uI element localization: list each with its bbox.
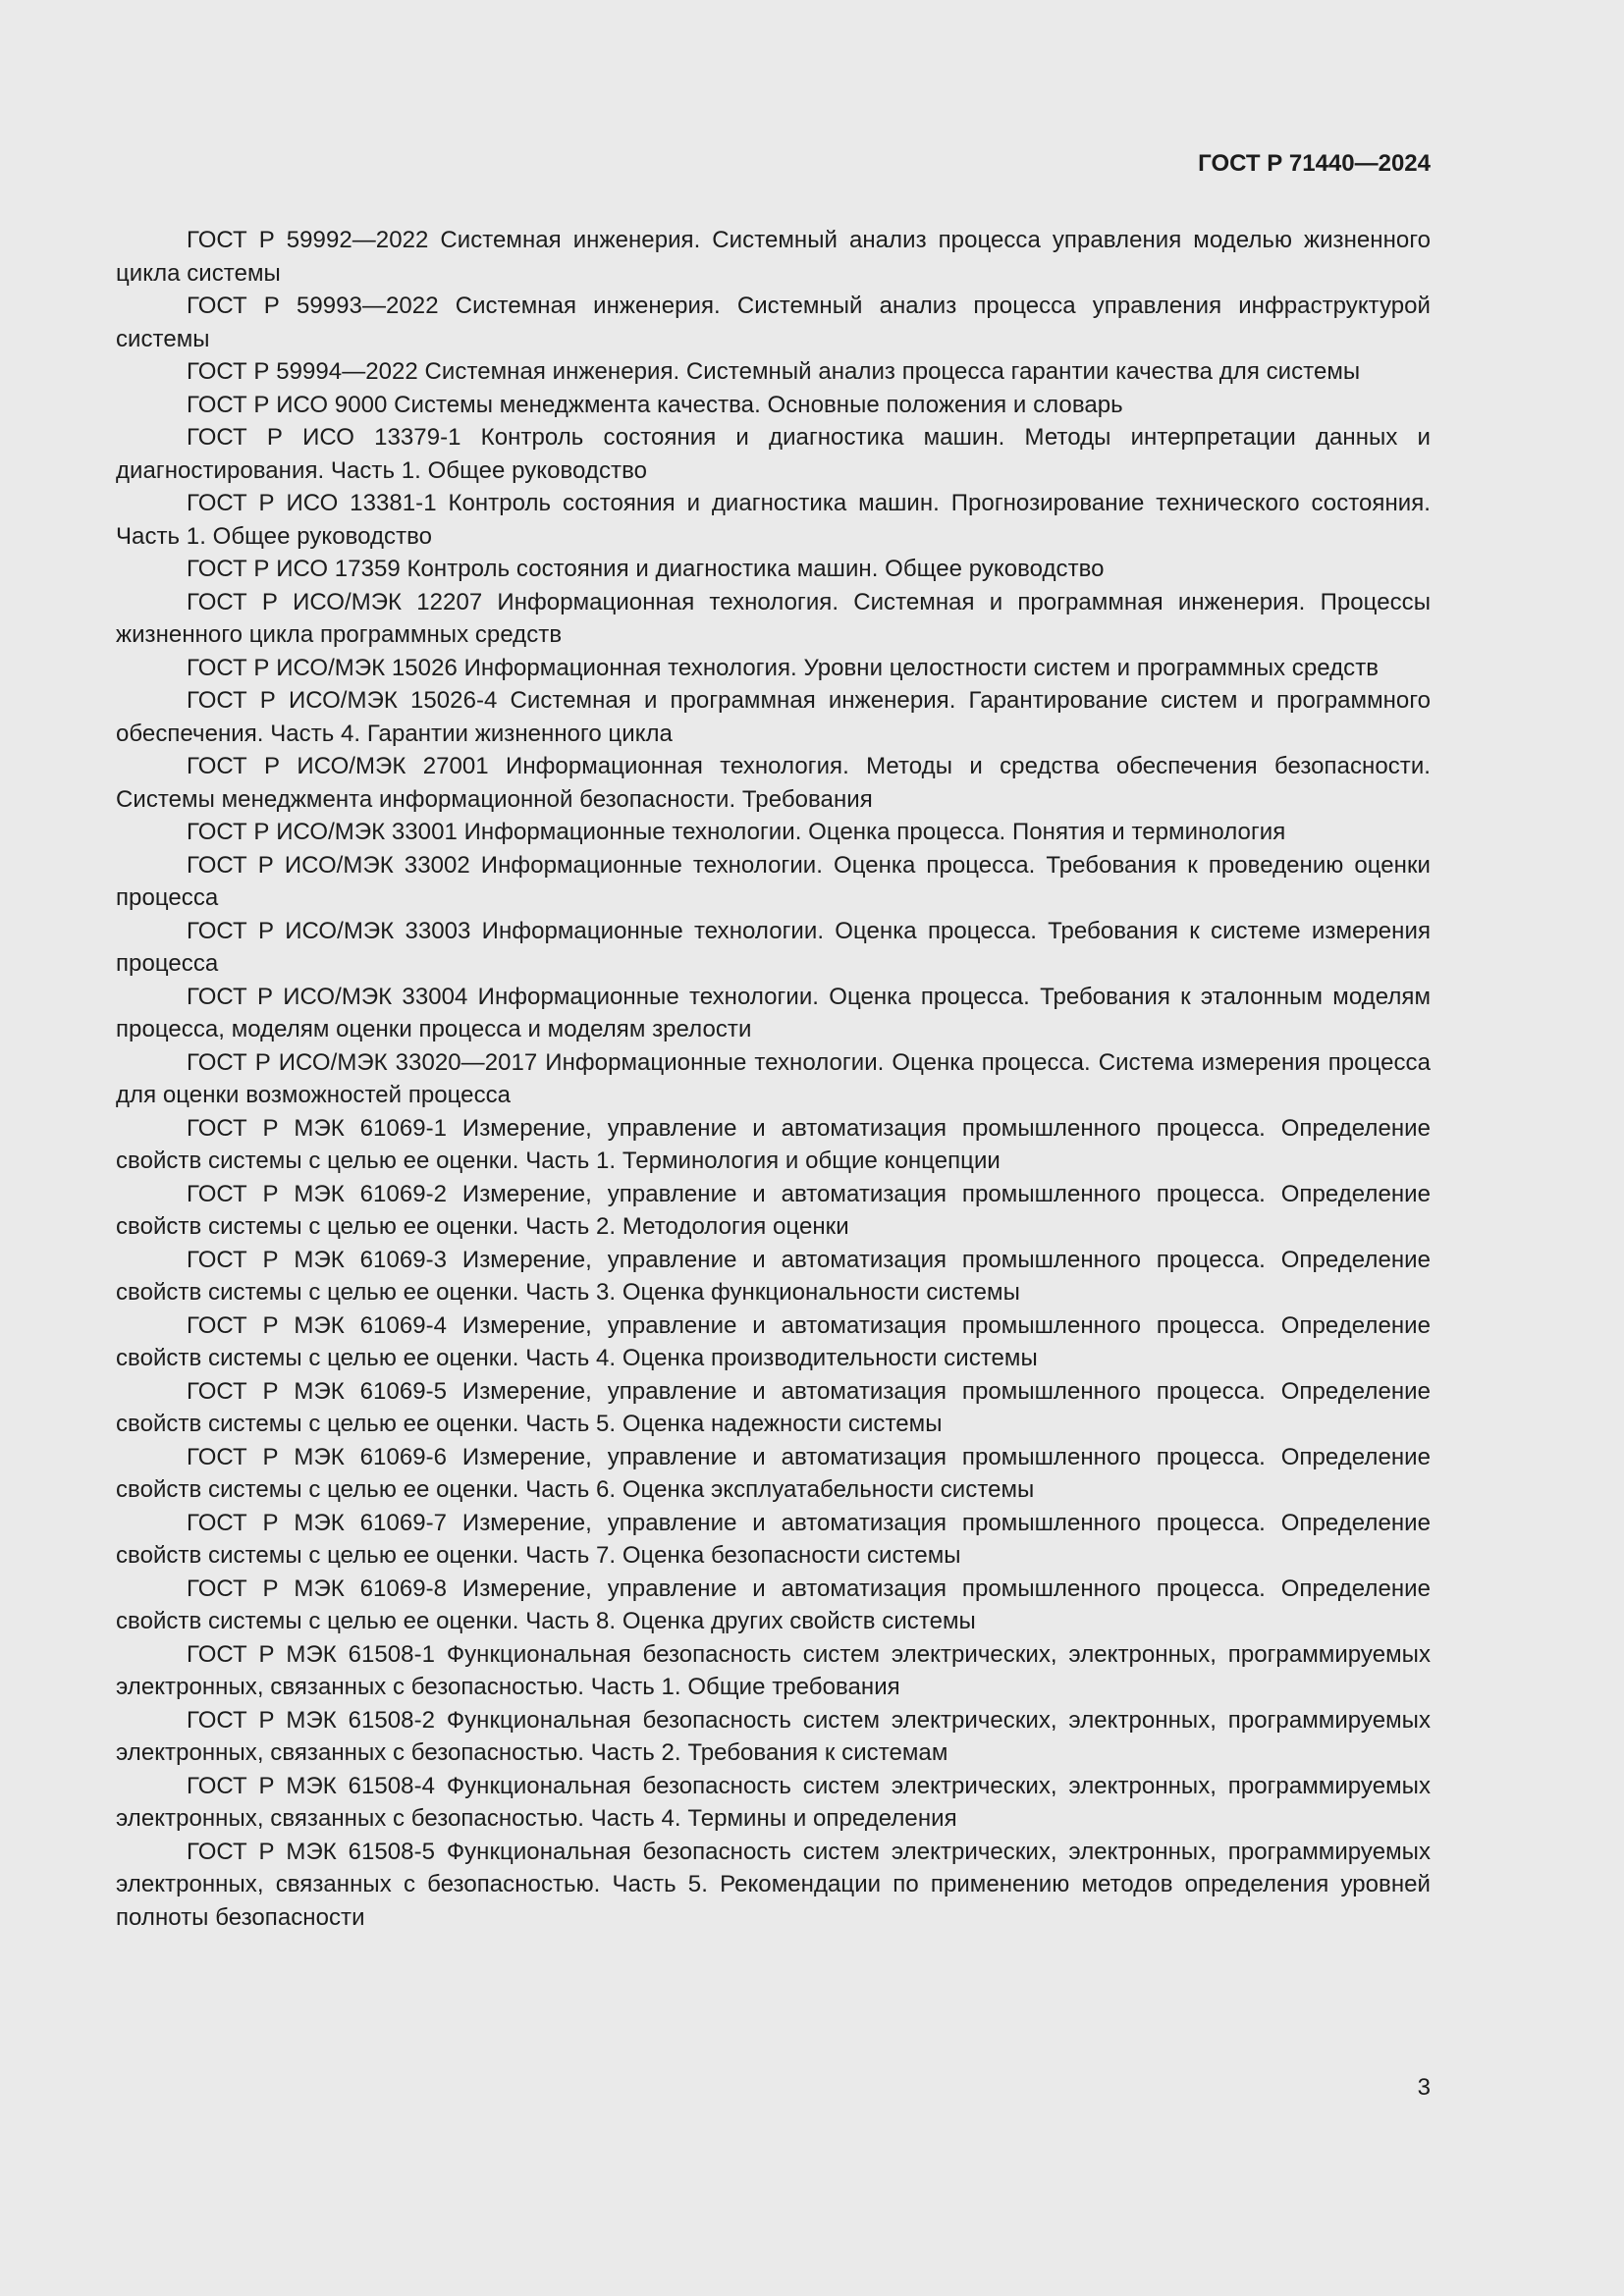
- reference-item: ГОСТ Р 59994—2022 Системная инженерия. Системный анализ процесса гарантии качества для системы: [187, 358, 1361, 385]
- page-number: 3: [1417, 2074, 1431, 2101]
- reference-item: ГОСТ Р ИСО/МЭК 33003 Информационные технологии. Оценка процесса. Требования к системе измерения процесса: [116, 917, 1431, 977]
- reference-item: ГОСТ Р МЭК 61069-7 Измерение, управление и автоматизация промышленного процесса. Определение свойств системы с целью ее оценки. Часть 7. Оценка безопасности системы: [116, 1509, 1431, 1569]
- reference-item: ГОСТ Р ИСО/МЭК 33002 Информационные технологии. Оценка процесса. Требования к проведению оценки процесса: [116, 851, 1431, 911]
- reference-item: ГОСТ Р ИСО 13379-1 Контроль состояния и диагностика машин. Методы интерпретации данных и диагностирования. Часть 1. Общее руководство: [116, 424, 1431, 484]
- reference-item: ГОСТ Р МЭК 61069-1 Измерение, управление и автоматизация промышленного процесса. Определение свойств системы с целью ее оценки. Часть 1. Терминология и общие концепции: [116, 1114, 1431, 1174]
- reference-item: ГОСТ Р ИСО/МЭК 27001 Информационная технология. Методы и средства обеспечения безопасности. Системы менеджмента информационной безопасности. Требования: [116, 753, 1431, 813]
- reference-item: ГОСТ Р ИСО/МЭК 33020—2017 Информационные технологии. Оценка процесса. Система измерения процесса для оценки возможностей процесса: [116, 1048, 1431, 1108]
- reference-item: ГОСТ Р МЭК 61069-3 Измерение, управление и автоматизация промышленного процесса. Определение свойств системы с целью ее оценки. Часть 3. Оценка функциональности системы: [116, 1246, 1431, 1306]
- reference-item: ГОСТ Р МЭК 61069-2 Измерение, управление и автоматизация промышленного процесса. Определение свойств системы с целью ее оценки. Часть 2. Методология оценки: [116, 1180, 1431, 1240]
- document-code-header: ГОСТ Р 71440—2024: [1198, 150, 1431, 177]
- reference-item: ГОСТ Р ИСО/МЭК 12207 Информационная технология. Системная и программная инженерия. Процессы жизненного цикла программных средств: [116, 588, 1431, 648]
- reference-item: ГОСТ Р ИСО/МЭК 33004 Информационные технологии. Оценка процесса. Требования к эталонным моделям процесса, моделям оценки процесса и моделям зрелости: [116, 983, 1431, 1042]
- reference-item: ГОСТ Р ИСО 17359 Контроль состояния и диагностика машин. Общее руководство: [187, 556, 1105, 582]
- reference-item: ГОСТ Р МЭК 61069-4 Измерение, управление и автоматизация промышленного процесса. Определение свойств системы с целью ее оценки. Часть 4. Оценка производительности системы: [116, 1311, 1431, 1371]
- reference-item: ГОСТ Р МЭК 61508-4 Функциональная безопасность систем электрических, электронных, программируемых электронных, связанных с безопасностью. Часть 4. Термины и определения: [116, 1772, 1431, 1832]
- reference-item: ГОСТ Р МЭК 61508-2 Функциональная безопасность систем электрических, электронных, программируемых электронных, связанных с безопасностью. Часть 2. Требования к системам: [116, 1706, 1431, 1766]
- reference-item: ГОСТ Р 59992—2022 Системная инженерия. Системный анализ процесса управления моделью жизненного цикла системы: [116, 227, 1431, 287]
- reference-item: ГОСТ Р МЭК 61069-8 Измерение, управление и автоматизация промышленного процесса. Определение свойств системы с целью ее оценки. Часть 8. Оценка других свойств системы: [116, 1575, 1431, 1634]
- reference-item: ГОСТ Р МЭК 61069-5 Измерение, управление и автоматизация промышленного процесса. Определение свойств системы с целью ее оценки. Часть 5. Оценка надежности системы: [116, 1377, 1431, 1437]
- reference-item: ГОСТ Р МЭК 61508-5 Функциональная безопасность систем электрических, электронных, программируемых электронных, связанных с безопасностью. Часть 5. Рекомендации по применению методов определения уровней полноты безопасности: [116, 1838, 1431, 1931]
- normative-references-list: [116, 224, 1431, 1934]
- reference-item: ГОСТ Р МЭК 61069-6 Измерение, управление и автоматизация промышленного процесса. Определение свойств системы с целью ее оценки. Часть 6. Оценка эксплуатабельности системы: [116, 1443, 1431, 1503]
- reference-item: ГОСТ Р ИСО 13381-1 Контроль состояния и диагностика машин. Прогнозирование технического состояния. Часть 1. Общее руководство: [116, 490, 1431, 550]
- reference-item: ГОСТ Р 59993—2022 Системная инженерия. Системный анализ процесса управления инфраструктурой системы: [116, 293, 1431, 352]
- reference-item: ГОСТ Р ИСО 9000 Системы менеджмента качества. Основные положения и словарь: [187, 391, 1123, 418]
- reference-item: ГОСТ Р ИСО/МЭК 15026 Информационная технология. Уровни целостности систем и программных средств: [187, 654, 1380, 681]
- reference-item: ГОСТ Р МЭК 61508-1 Функциональная безопасность систем электрических, электронных, программируемых электронных, связанных с безопасностью. Часть 1. Общие требования: [116, 1640, 1431, 1700]
- reference-item: ГОСТ Р ИСО/МЭК 15026-4 Системная и программная инженерия. Гарантирование систем и программного обеспечения. Часть 4. Гарантии жизненного цикла: [116, 687, 1431, 747]
- reference-item: ГОСТ Р ИСО/МЭК 33001 Информационные технологии. Оценка процесса. Понятия и терминология: [187, 819, 1286, 845]
